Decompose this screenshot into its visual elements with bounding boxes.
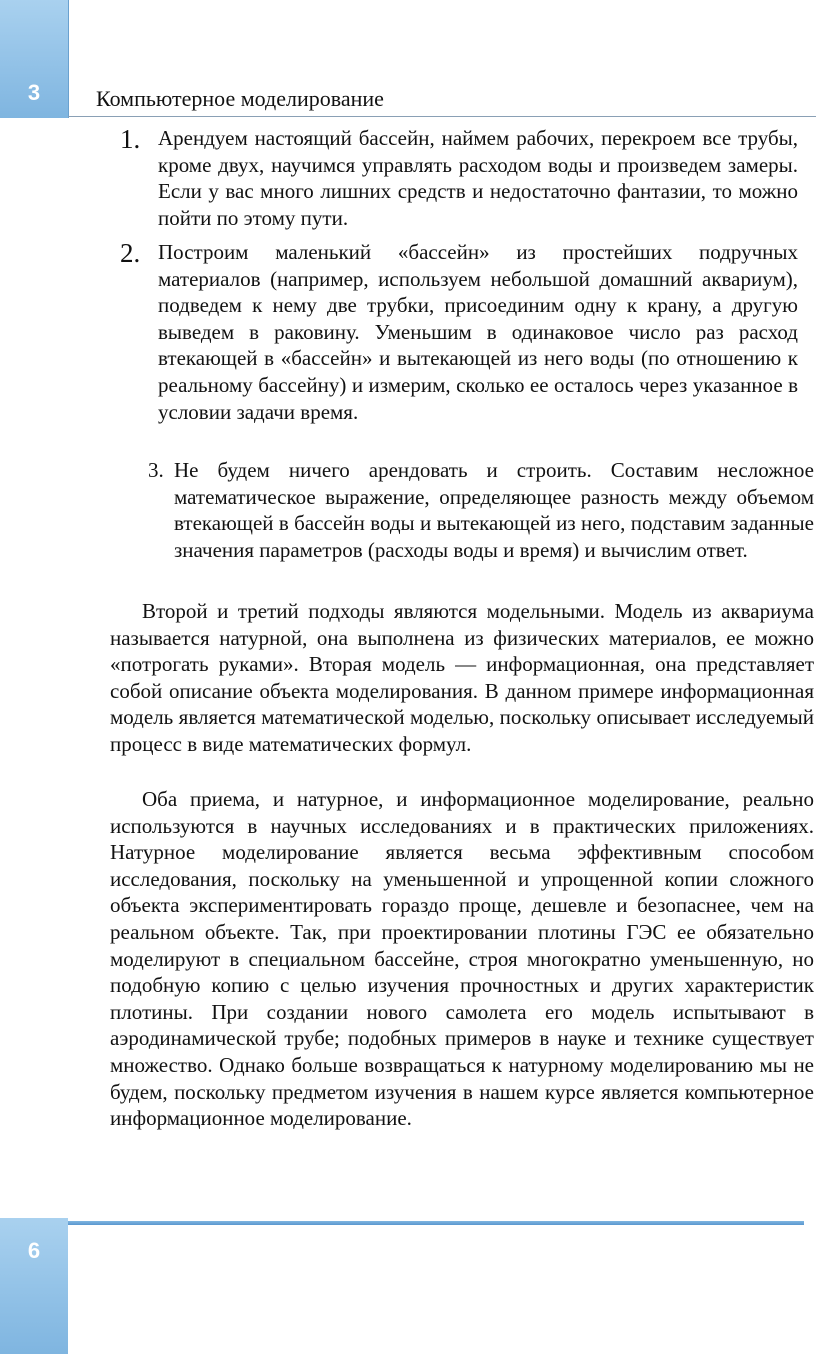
list-text-3: Не будем ничего арендовать и строить. Составим несложное математическое выражение, определяющее разность между объемом втекающей в бассейн воды и вытекающей из него, подставим заданные значения параметров (расходы воды и время) и вычислим ответ. bbox=[174, 458, 814, 562]
page-header-title: Компьютерное моделирование bbox=[96, 86, 384, 111]
header-rule bbox=[68, 116, 816, 117]
page-number: 6 bbox=[27, 1238, 41, 1263]
list-number-3: 3. bbox=[148, 458, 164, 482]
list-number-1: 1. bbox=[120, 124, 141, 154]
list-text-2: Построим маленький «бассейн» из простейших подручных материалов (например, используем небольшой домашний аквариум), подведем к нему две трубки, присоединим одну к крану, а другую выведем в раковину. Уменьшим в одинаковое число раз расход втекающей в «бассейн» и вытекающей из него воды (по отношению к реальному бассейну) и измерим, сколько ее осталось через указанное в условии задачи время. bbox=[158, 240, 798, 424]
list-item-3 bbox=[148, 457, 814, 563]
paragraph-2: Оба приема, и натурное, и информационное моделирование, реально используются в научных исследованиях и в практических приложениях. Натурное моделирование является весьма эффективным способом исследования, поскольку на уменьшенной и упрощенной копии сложного объекта экспериментировать гораздо проще, дешевле и безопаснее, чем на реальном объекте. Так, при проектировании плотины ГЭС ее обязательно моделируют в специальном бассейне, строя многократно уменьшенную, но подобную копию с целью изучения прочностных и других характеристик плотины. При создании нового самолета его модель испытывают в аэродинамической трубе; подобных примеров в науке и технике существует множество. Однако больше возвращаться к натурному моделированию мы не будем, поскольку предметом изучения в нашем курсе является компьютерное информационное моделирование. bbox=[110, 787, 814, 1131]
list-item-2 bbox=[120, 238, 798, 425]
chapter-number: 3 bbox=[27, 80, 41, 105]
footer-rule bbox=[68, 1221, 804, 1225]
page-number-tab bbox=[0, 1218, 68, 1354]
list-text-1: Арендуем настоящий бассейн, наймем рабочих, перекроем все трубы, кроме двух, научимся управлять расходом воды и произведем замеры. Если у вас много лишних средств и недостаточно фантазии, то можно пойти по этому пути. bbox=[158, 126, 798, 230]
list-number-2: 2. bbox=[120, 238, 141, 268]
list-item-1 bbox=[120, 124, 798, 231]
chapter-tab bbox=[0, 0, 69, 118]
paragraph-1: Второй и третий подходы являются модельными. Модель из аквариума называется натурной, она выполнена из физических материалов, ее можно «потрогать руками». Вторая модель — информационная, она представляет собой описание объекта моделирования. В данном примере информационная модель является математической моделью, поскольку описывает исследуемый процесс в виде математических формул. bbox=[110, 599, 814, 756]
